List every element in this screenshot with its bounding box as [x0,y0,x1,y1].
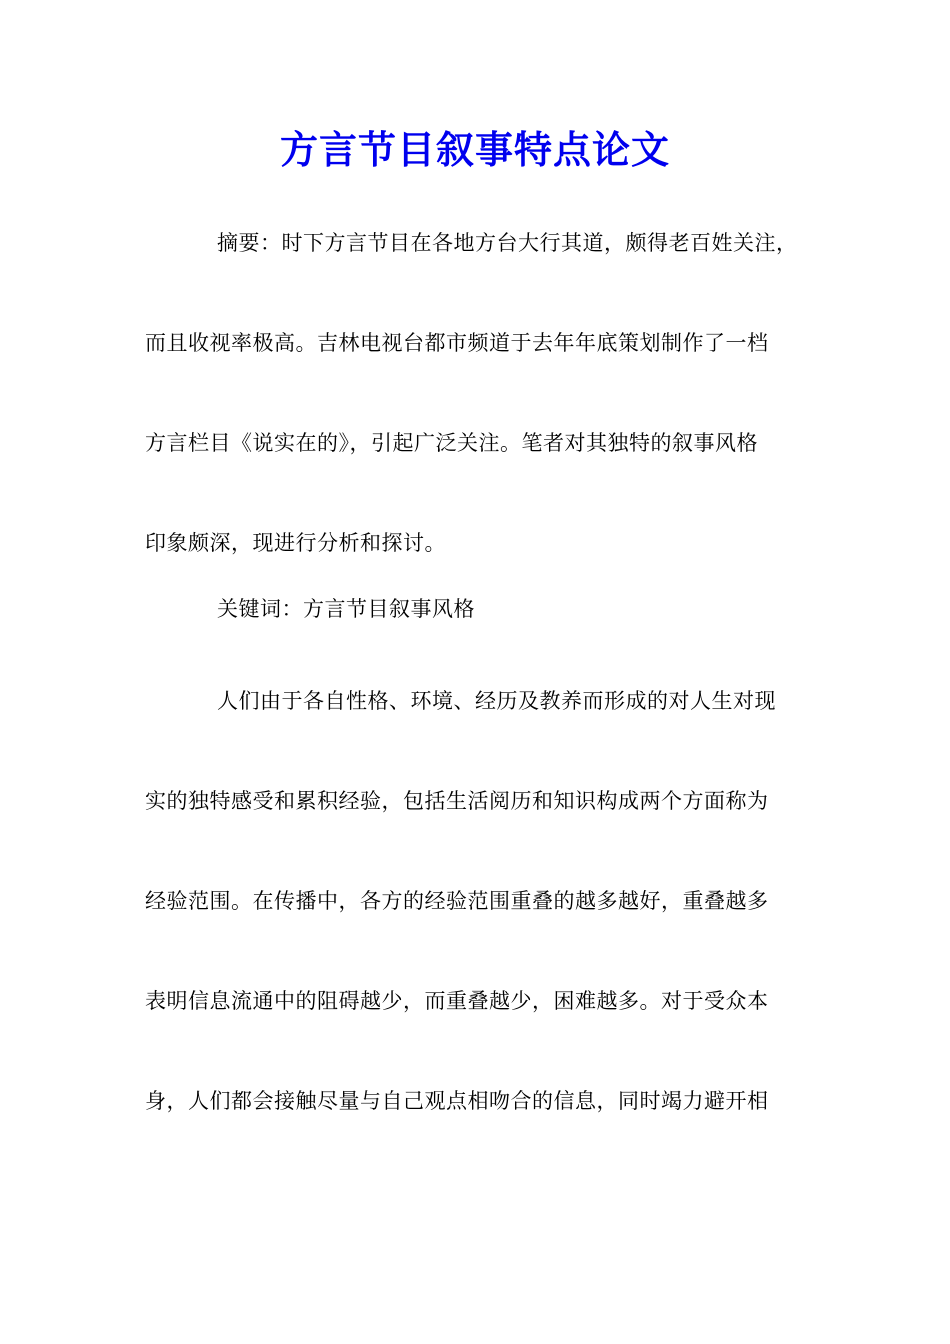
document-title: 方言节目叙事特点论文 [279,127,670,172]
paragraph-line-1: 人们由于各自性格、环境、经历及教养而形成的对人生对现 [217,689,776,713]
paragraph-line-2: 实的独特感受和累积经验，包括生活阅历和知识构成两个方面称为 [145,789,769,813]
abstract-line-1: 摘要：时下方言节目在各地方台大行其道，颇得老百姓关注， [217,231,798,255]
keywords-line: 关键词：方言节目叙事风格 [217,597,475,621]
abstract-line-4: 印象颇深，现进行分析和探讨。 [145,531,446,555]
document-body [145,215,825,1173]
abstract-line-3: 方言栏目《说实在的》，引起广泛关注。笔者对其独特的叙事风格 [145,431,758,455]
paragraph-line-5: 身，人们都会接触尽量与自己观点相吻合的信息，同时竭力避开相 [145,1089,769,1113]
paragraph-line-3: 经验范围。在传播中，各方的经验范围重叠的越多越好，重叠越多 [145,889,769,913]
paragraph-line-4: 表明信息流通中的阻碍越少，而重叠越少，困难越多。对于受众本 [145,989,769,1013]
abstract-line-2: 而且收视率极高。吉林电视台都市频道于去年年底策划制作了一档 [145,331,769,355]
